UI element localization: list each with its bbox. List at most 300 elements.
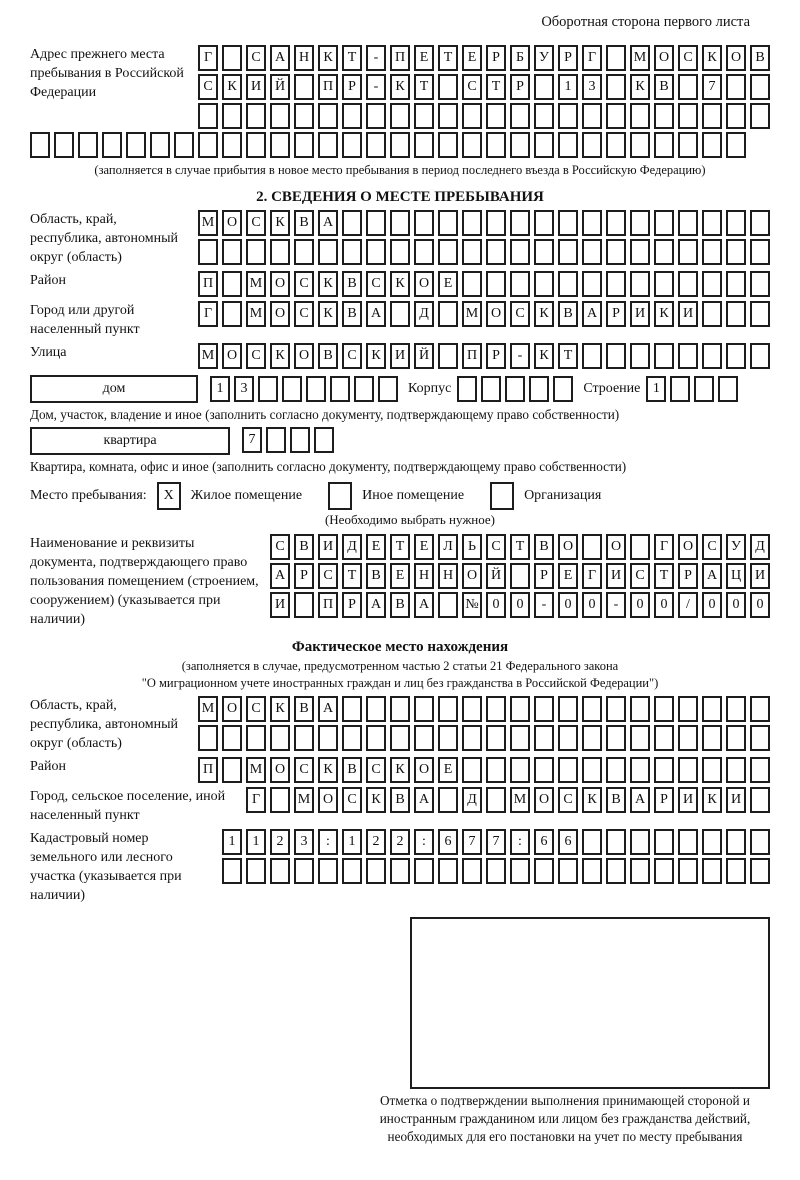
char-cell[interactable]: М [198,696,218,722]
char-cell[interactable]: К [534,343,554,369]
char-cell[interactable] [606,829,626,855]
char-cell[interactable] [510,271,530,297]
char-cell[interactable]: 1 [342,829,362,855]
char-cell[interactable]: М [246,301,266,327]
char-cell[interactable] [390,858,410,884]
char-cell[interactable] [438,343,458,369]
char-cell[interactable]: В [558,301,578,327]
char-cell[interactable] [678,132,698,158]
char-cell[interactable]: : [414,829,434,855]
char-cell[interactable] [678,696,698,722]
char-cell[interactable] [306,376,326,402]
char-cell[interactable]: С [246,210,266,236]
char-cell[interactable] [702,132,722,158]
char-cell[interactable] [462,271,482,297]
char-cell[interactable]: 3 [234,376,254,402]
char-cell[interactable] [318,725,338,751]
char-cell[interactable]: С [342,343,362,369]
char-cell[interactable] [222,301,242,327]
char-cell[interactable] [630,210,650,236]
char-cell[interactable] [510,132,530,158]
char-cell[interactable]: Т [510,534,530,560]
char-cell[interactable] [726,829,746,855]
char-cell[interactable]: 3 [294,829,314,855]
char-cell[interactable] [222,103,242,129]
char-cell[interactable]: Г [582,45,602,71]
char-cell[interactable] [630,757,650,783]
char-cell[interactable]: А [630,787,650,813]
char-cell[interactable] [534,757,554,783]
char-cell[interactable]: П [318,74,338,100]
char-cell[interactable] [630,103,650,129]
char-cell[interactable] [510,725,530,751]
char-cell[interactable] [505,376,525,402]
char-cell[interactable]: : [318,829,338,855]
char-cell[interactable] [414,858,434,884]
char-cell[interactable] [438,132,458,158]
char-cell[interactable] [438,74,458,100]
char-cell[interactable]: О [222,210,242,236]
char-cell[interactable]: С [246,696,266,722]
char-cell[interactable] [750,787,770,813]
char-cell[interactable] [750,210,770,236]
char-cell[interactable]: А [318,696,338,722]
char-cell[interactable]: Д [342,534,362,560]
char-cell[interactable]: И [630,301,650,327]
char-cell[interactable] [30,132,50,158]
char-cell[interactable]: 2 [270,829,290,855]
char-cell[interactable]: Ц [726,563,746,589]
char-cell[interactable]: Д [750,534,770,560]
char-cell[interactable] [630,829,650,855]
char-cell[interactable]: 1 [646,376,666,402]
char-cell[interactable] [366,696,386,722]
char-cell[interactable] [606,210,626,236]
char-cell[interactable] [654,696,674,722]
char-cell[interactable]: Р [294,563,314,589]
char-cell[interactable]: И [318,534,338,560]
char-cell[interactable]: О [534,787,554,813]
char-cell[interactable]: Е [414,534,434,560]
char-cell[interactable] [438,725,458,751]
char-cell[interactable] [270,787,290,813]
char-cell[interactable] [438,239,458,265]
char-cell[interactable] [630,271,650,297]
char-cell[interactable]: В [390,592,410,618]
char-cell[interactable]: И [606,563,626,589]
char-cell[interactable]: С [678,45,698,71]
char-cell[interactable]: К [582,787,602,813]
char-cell[interactable]: С [270,534,290,560]
char-cell[interactable] [222,858,242,884]
char-cell[interactable] [558,239,578,265]
char-cell[interactable] [702,858,722,884]
char-cell[interactable] [654,343,674,369]
char-cell[interactable] [366,725,386,751]
char-cell[interactable] [606,725,626,751]
char-cell[interactable]: О [486,301,506,327]
char-cell[interactable] [258,376,278,402]
char-cell[interactable] [510,696,530,722]
char-cell[interactable] [702,725,722,751]
char-cell[interactable] [534,725,554,751]
char-cell[interactable] [726,757,746,783]
char-cell[interactable]: № [462,592,482,618]
char-cell[interactable]: К [702,45,722,71]
char-cell[interactable]: 6 [558,829,578,855]
char-cell[interactable] [510,239,530,265]
char-cell[interactable] [702,829,722,855]
char-cell[interactable] [726,103,746,129]
char-cell[interactable] [294,725,314,751]
char-cell[interactable]: М [246,271,266,297]
char-cell[interactable]: К [318,757,338,783]
char-cell[interactable]: М [198,343,218,369]
char-cell[interactable]: С [294,271,314,297]
char-cell[interactable]: Н [438,563,458,589]
char-cell[interactable] [390,103,410,129]
char-cell[interactable]: О [726,45,746,71]
char-cell[interactable] [678,858,698,884]
char-cell[interactable]: М [510,787,530,813]
char-cell[interactable] [678,725,698,751]
char-cell[interactable] [414,103,434,129]
char-cell[interactable] [342,858,362,884]
char-cell[interactable] [750,829,770,855]
char-cell[interactable] [726,271,746,297]
char-cell[interactable]: К [702,787,722,813]
char-cell[interactable]: С [486,534,506,560]
char-cell[interactable]: Р [534,563,554,589]
char-cell[interactable] [78,132,98,158]
char-cell[interactable]: 0 [726,592,746,618]
char-cell[interactable] [558,757,578,783]
char-cell[interactable]: Т [558,343,578,369]
char-cell[interactable]: С [630,563,650,589]
char-cell[interactable] [414,132,434,158]
char-cell[interactable] [678,271,698,297]
char-cell[interactable] [342,239,362,265]
char-cell[interactable] [390,725,410,751]
char-cell[interactable] [558,132,578,158]
char-cell[interactable] [486,103,506,129]
char-cell[interactable] [330,376,350,402]
char-cell[interactable] [222,757,242,783]
char-cell[interactable]: 0 [654,592,674,618]
char-cell[interactable] [246,858,266,884]
char-cell[interactable] [510,210,530,236]
char-cell[interactable]: У [726,534,746,560]
char-cell[interactable] [678,343,698,369]
char-cell[interactable]: М [462,301,482,327]
char-cell[interactable]: Р [654,787,674,813]
char-cell[interactable] [654,239,674,265]
char-cell[interactable]: Т [342,563,362,589]
char-cell[interactable]: 0 [486,592,506,618]
char-cell[interactable] [366,239,386,265]
char-cell[interactable] [718,376,738,402]
char-cell[interactable]: О [678,534,698,560]
char-cell[interactable]: И [678,301,698,327]
char-cell[interactable] [606,74,626,100]
char-cell[interactable] [702,301,722,327]
char-cell[interactable]: С [246,45,266,71]
char-cell[interactable]: С [702,534,722,560]
char-cell[interactable] [510,858,530,884]
char-cell[interactable] [534,239,554,265]
char-cell[interactable]: И [750,563,770,589]
char-cell[interactable] [318,132,338,158]
char-cell[interactable] [726,343,746,369]
char-cell[interactable] [534,271,554,297]
char-cell[interactable]: В [750,45,770,71]
char-cell[interactable] [126,132,146,158]
char-cell[interactable] [678,210,698,236]
char-cell[interactable] [750,343,770,369]
char-cell[interactable]: 6 [534,829,554,855]
char-cell[interactable]: О [462,563,482,589]
char-cell[interactable] [606,757,626,783]
char-cell[interactable]: О [222,343,242,369]
char-cell[interactable] [606,696,626,722]
char-cell[interactable]: И [678,787,698,813]
char-cell[interactable] [438,103,458,129]
char-cell[interactable]: П [198,271,218,297]
char-cell[interactable] [582,858,602,884]
char-cell[interactable] [678,74,698,100]
char-cell[interactable] [654,725,674,751]
char-cell[interactable]: А [702,563,722,589]
char-cell[interactable]: О [222,696,242,722]
char-cell[interactable]: С [198,74,218,100]
char-cell[interactable]: Е [414,45,434,71]
char-cell[interactable] [366,210,386,236]
char-cell[interactable] [726,858,746,884]
char-cell[interactable] [630,725,650,751]
char-cell[interactable]: Л [438,534,458,560]
char-cell[interactable] [282,376,302,402]
char-cell[interactable] [462,103,482,129]
char-cell[interactable] [314,427,334,453]
char-cell[interactable] [462,239,482,265]
char-cell[interactable]: Г [246,787,266,813]
char-cell[interactable] [558,271,578,297]
char-cell[interactable]: 0 [558,592,578,618]
char-cell[interactable]: С [342,787,362,813]
char-cell[interactable]: О [414,757,434,783]
char-cell[interactable] [294,132,314,158]
char-cell[interactable] [438,787,458,813]
char-cell[interactable]: О [318,787,338,813]
char-cell[interactable]: 7 [702,74,722,100]
char-cell[interactable] [630,696,650,722]
char-cell[interactable] [654,757,674,783]
char-cell[interactable]: К [318,271,338,297]
char-cell[interactable] [390,696,410,722]
char-cell[interactable]: 0 [702,592,722,618]
char-cell[interactable] [606,271,626,297]
char-cell[interactable] [558,210,578,236]
char-cell[interactable] [481,376,501,402]
char-cell[interactable] [294,858,314,884]
char-cell[interactable]: Г [198,301,218,327]
char-cell[interactable] [553,376,573,402]
char-cell[interactable] [750,858,770,884]
char-cell[interactable]: К [390,74,410,100]
char-cell[interactable]: Г [654,534,674,560]
char-cell[interactable] [750,271,770,297]
char-cell[interactable]: Н [294,45,314,71]
char-cell[interactable]: Т [342,45,362,71]
char-cell[interactable]: Й [414,343,434,369]
char-cell[interactable]: К [318,301,338,327]
char-cell[interactable] [462,757,482,783]
char-cell[interactable] [290,427,310,453]
char-cell[interactable]: Т [414,74,434,100]
char-cell[interactable] [510,103,530,129]
char-cell[interactable] [462,210,482,236]
char-cell[interactable]: П [462,343,482,369]
char-cell[interactable] [726,210,746,236]
char-cell[interactable]: И [270,592,290,618]
char-cell[interactable] [582,829,602,855]
char-cell[interactable]: Б [510,45,530,71]
char-cell[interactable] [342,696,362,722]
char-cell[interactable] [726,725,746,751]
char-cell[interactable] [270,239,290,265]
char-cell[interactable]: О [270,757,290,783]
char-cell[interactable] [582,343,602,369]
char-cell[interactable] [750,757,770,783]
char-cell[interactable]: М [246,757,266,783]
char-cell[interactable]: С [294,757,314,783]
char-cell[interactable] [174,132,194,158]
char-cell[interactable] [270,132,290,158]
char-cell[interactable]: К [366,343,386,369]
char-cell[interactable] [438,858,458,884]
char-cell[interactable]: В [342,757,362,783]
char-cell[interactable] [582,132,602,158]
char-cell[interactable] [486,787,506,813]
char-cell[interactable] [414,210,434,236]
char-cell[interactable] [486,210,506,236]
char-cell[interactable]: М [630,45,650,71]
char-cell[interactable] [462,858,482,884]
char-cell[interactable] [342,210,362,236]
char-cell[interactable] [582,210,602,236]
char-cell[interactable]: 7 [462,829,482,855]
char-cell[interactable] [582,757,602,783]
char-cell[interactable]: К [318,45,338,71]
char-cell[interactable] [414,725,434,751]
char-cell[interactable] [266,427,286,453]
char-cell[interactable] [630,239,650,265]
char-cell[interactable] [150,132,170,158]
char-cell[interactable] [366,132,386,158]
char-cell[interactable] [462,132,482,158]
char-cell[interactable] [558,103,578,129]
char-cell[interactable]: О [558,534,578,560]
char-cell[interactable] [534,210,554,236]
char-cell[interactable]: 2 [390,829,410,855]
char-cell[interactable] [582,239,602,265]
char-cell[interactable] [534,132,554,158]
char-cell[interactable] [654,132,674,158]
char-cell[interactable]: С [366,757,386,783]
char-cell[interactable] [342,725,362,751]
char-cell[interactable]: Р [558,45,578,71]
char-cell[interactable] [222,271,242,297]
char-cell[interactable] [750,301,770,327]
char-cell[interactable]: А [318,210,338,236]
char-cell[interactable]: В [606,787,626,813]
char-cell[interactable]: О [414,271,434,297]
char-cell[interactable] [654,829,674,855]
char-cell[interactable] [702,271,722,297]
char-cell[interactable] [462,696,482,722]
char-cell[interactable] [270,103,290,129]
char-cell[interactable] [606,858,626,884]
char-cell[interactable]: 7 [486,829,506,855]
char-cell[interactable]: Р [606,301,626,327]
char-cell[interactable]: Р [342,592,362,618]
char-cell[interactable]: - [510,343,530,369]
char-cell[interactable] [582,271,602,297]
char-cell[interactable] [486,725,506,751]
char-cell[interactable]: О [270,301,290,327]
char-cell[interactable] [510,757,530,783]
char-cell[interactable]: В [654,74,674,100]
char-cell[interactable] [750,239,770,265]
char-cell[interactable] [654,858,674,884]
char-cell[interactable]: 0 [510,592,530,618]
char-cell[interactable] [726,696,746,722]
char-cell[interactable]: К [366,787,386,813]
char-cell[interactable] [678,103,698,129]
char-cell[interactable] [486,239,506,265]
char-cell[interactable] [354,376,374,402]
char-cell[interactable] [318,858,338,884]
char-cell[interactable] [654,103,674,129]
char-cell[interactable]: А [270,563,290,589]
char-cell[interactable] [606,45,626,71]
char-cell[interactable] [750,74,770,100]
char-cell[interactable] [318,239,338,265]
char-cell[interactable] [294,239,314,265]
char-cell[interactable] [198,725,218,751]
char-cell[interactable] [246,239,266,265]
char-cell[interactable] [294,592,314,618]
char-cell[interactable]: В [342,271,362,297]
char-cell[interactable]: Й [486,563,506,589]
char-cell[interactable] [270,858,290,884]
char-cell[interactable]: 2 [366,829,386,855]
char-cell[interactable] [390,210,410,236]
char-cell[interactable] [222,239,242,265]
char-cell[interactable]: Е [438,757,458,783]
char-cell[interactable]: В [342,301,362,327]
char-cell[interactable] [414,239,434,265]
char-cell[interactable] [678,757,698,783]
char-cell[interactable] [222,132,242,158]
char-cell[interactable] [702,757,722,783]
char-cell[interactable] [654,271,674,297]
char-cell[interactable] [486,858,506,884]
char-cell[interactable]: С [318,563,338,589]
char-cell[interactable]: И [390,343,410,369]
char-cell[interactable] [486,271,506,297]
char-cell[interactable]: А [366,592,386,618]
